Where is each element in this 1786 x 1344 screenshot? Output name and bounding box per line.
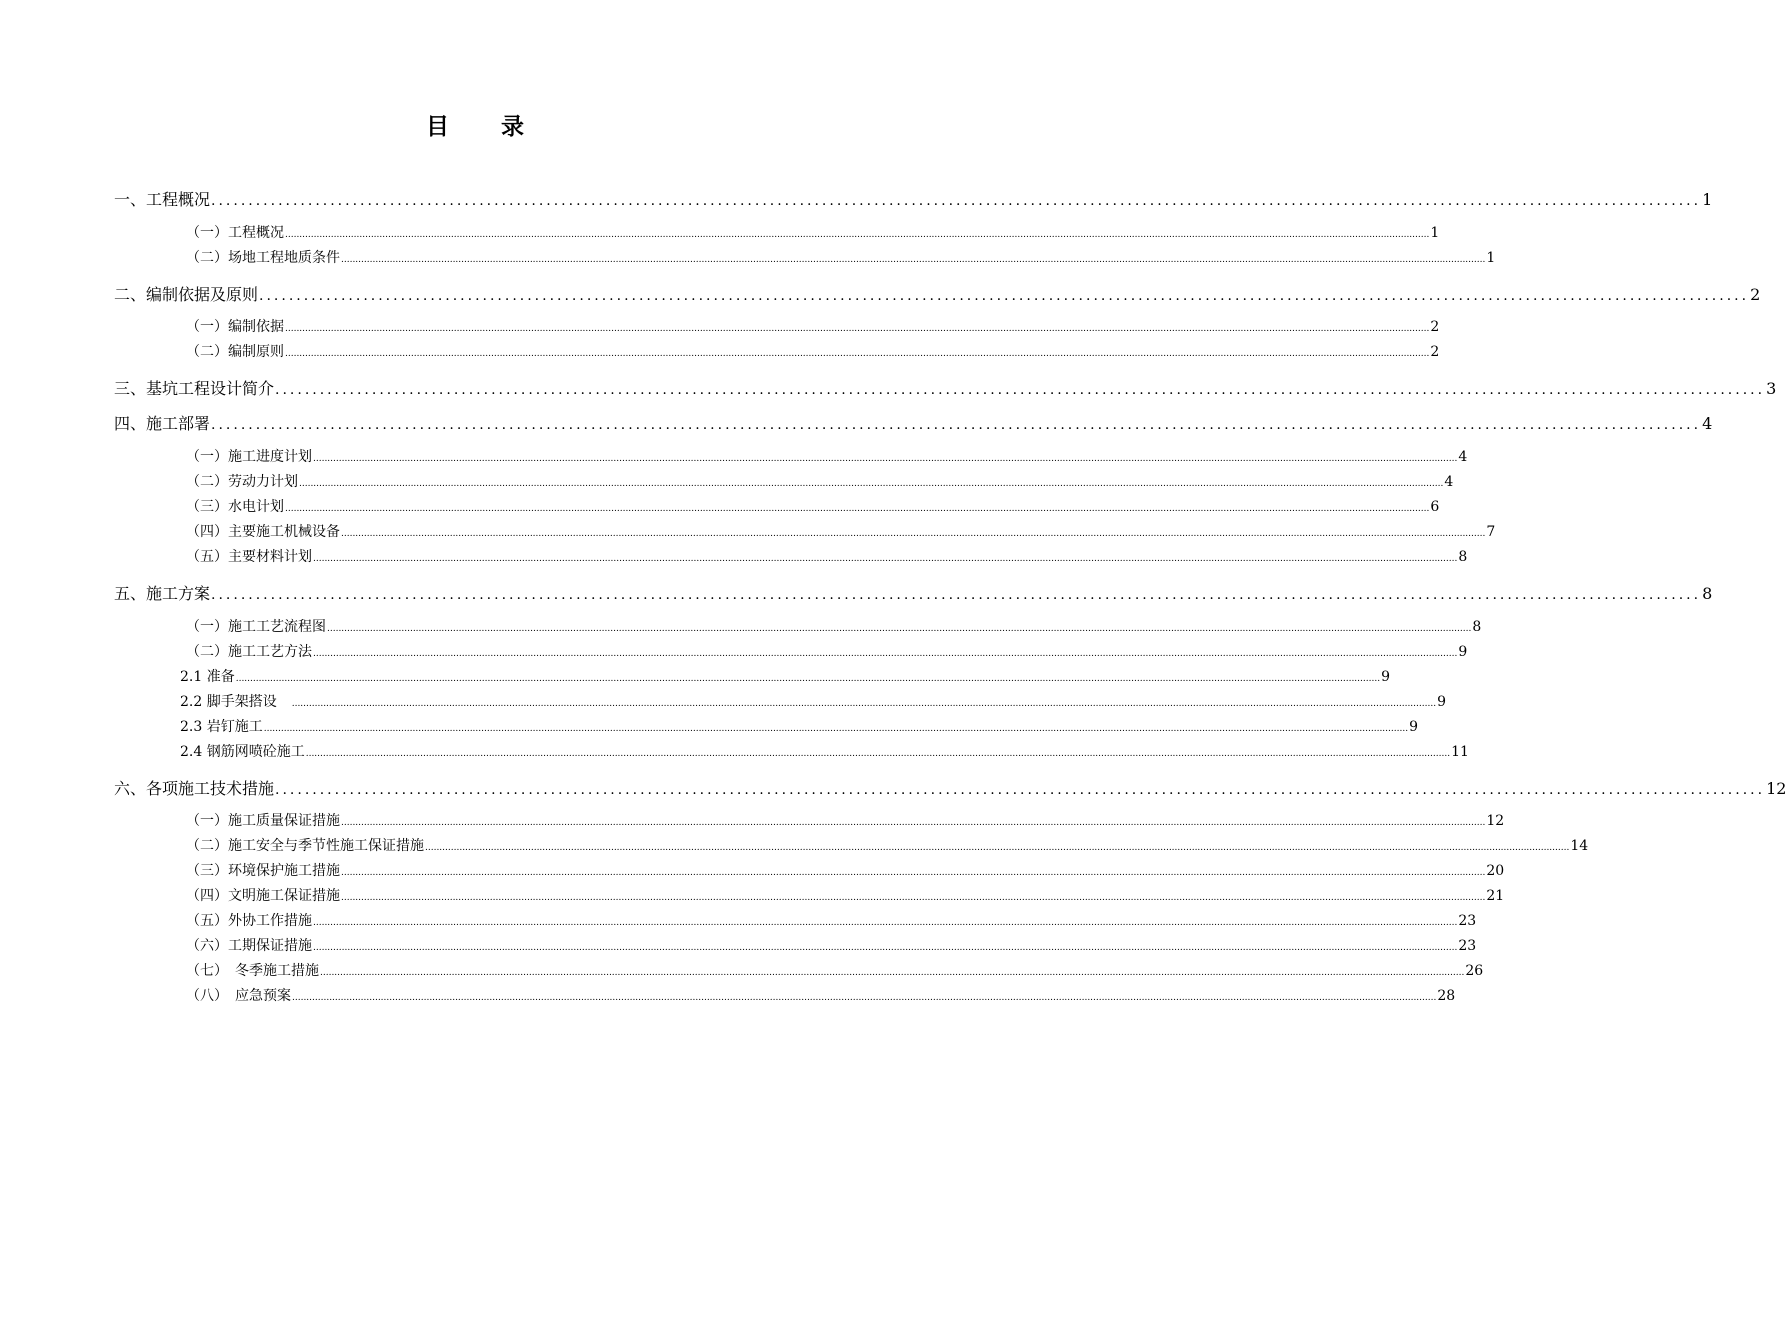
toc-page-number: 1 <box>1430 225 1440 241</box>
toc-entry-label: （二）劳动力计划 <box>186 474 298 490</box>
toc-entry-label: （一）工程概况 <box>186 225 284 241</box>
toc-dot-leader: ........................................................................................................................................................................................................ <box>211 587 1702 603</box>
toc-section-entry[interactable] <box>186 616 1482 635</box>
toc-chapter-entry[interactable] <box>114 776 1786 798</box>
toc-entry-label: （二）施工安全与季节性施工保证措施 <box>186 838 424 854</box>
toc-entry-label: （三）水电计划 <box>186 499 284 515</box>
toc-section-entry[interactable] <box>186 446 1468 465</box>
toc-entry-label: （二）施工工艺方法 <box>186 644 312 660</box>
toc-dot-leader: ................................................................................................................................................................................................................................................................................................................................................................................................................ <box>291 699 1437 709</box>
toc-page-number: 1 <box>1702 190 1713 209</box>
toc-entry-label: （七） 冬季施工措施 <box>186 963 319 979</box>
toc-entry-label: （五）主要材料计划 <box>186 549 312 565</box>
toc-page-number: 9 <box>1381 669 1390 685</box>
toc-page-number: 26 <box>1465 963 1484 979</box>
toc-page-number: 23 <box>1458 938 1477 954</box>
toc-section-entry[interactable] <box>180 691 1446 710</box>
toc-dot-leader: ................................................................................................................................................................................................................................................................................................................................................................................................................ <box>313 454 1458 464</box>
toc-page-number: 20 <box>1486 863 1505 879</box>
toc-dot-leader: ........................................................................................................................................................................................................ <box>211 417 1702 433</box>
toc-entry-label: 2.2 脚手架搭设 <box>180 694 291 710</box>
toc-section-entry[interactable] <box>186 810 1505 829</box>
toc-section-entry[interactable] <box>180 716 1418 735</box>
toc-section-entry[interactable] <box>186 910 1477 929</box>
toc-section-entry[interactable] <box>186 835 1589 854</box>
toc-page-number: 4 <box>1444 474 1454 490</box>
toc-dot-leader: ................................................................................................................................................................................................................................................................................................................................................................................................................ <box>299 479 1444 489</box>
toc-entry-label: （五）外协工作措施 <box>186 913 312 929</box>
title-char-1: 目 <box>426 113 449 140</box>
toc-section-entry[interactable] <box>186 935 1477 954</box>
toc-section-entry[interactable] <box>186 471 1454 490</box>
toc-dot-leader: ........................................................................................................................................................................................................ <box>211 193 1702 209</box>
toc-entry-label: 2.1 准备 <box>180 669 235 685</box>
toc-dot-leader: ................................................................................................................................................................................................................................................................................................................................................................................................................ <box>313 649 1458 659</box>
toc-chapter-entry[interactable] <box>114 411 1713 433</box>
toc-section-entry[interactable] <box>186 885 1505 904</box>
toc-section-entry[interactable] <box>186 521 1496 540</box>
toc-section-entry[interactable] <box>186 985 1456 1004</box>
toc-dot-leader: ................................................................................................................................................................................................................................................................................................................................................................................................................ <box>341 893 1486 903</box>
toc-page-number: 12 <box>1486 813 1505 829</box>
toc-page-number: 8 <box>1702 584 1713 603</box>
toc-section-entry[interactable] <box>186 496 1440 515</box>
toc-page-number: 7 <box>1486 524 1496 540</box>
toc-section-entry[interactable] <box>186 546 1468 565</box>
toc-dot-leader: ................................................................................................................................................................................................................................................................................................................................................................................................................ <box>341 255 1486 265</box>
toc-entry-label: 六、各项施工技术措施 <box>114 779 275 798</box>
toc-page-number: 4 <box>1458 449 1468 465</box>
toc-page-number: 12 <box>1766 779 1786 798</box>
toc-page-number: 28 <box>1437 988 1456 1004</box>
toc-entry-label: （二）场地工程地质条件 <box>186 250 340 266</box>
toc-page-number: 4 <box>1702 414 1713 433</box>
toc-entry-label: 三、基坑工程设计简介 <box>114 379 275 398</box>
toc-dot-leader: ................................................................................................................................................................................................................................................................................................................................................................................................................ <box>235 674 1381 684</box>
toc-section-entry[interactable] <box>180 741 1469 760</box>
toc-entry-label: （八） 应急预案 <box>186 988 291 1004</box>
toc-section-entry[interactable] <box>186 341 1440 360</box>
toc-entry-label: （一）施工工艺流程图 <box>186 619 326 635</box>
toc-entry-label: （四）主要施工机械设备 <box>186 524 340 540</box>
toc-section-entry[interactable] <box>186 247 1496 266</box>
toc-section-entry[interactable] <box>186 222 1440 241</box>
toc-page-number: 9 <box>1409 719 1418 735</box>
toc-page-number: 21 <box>1486 888 1505 904</box>
toc-page-number: 1 <box>1486 250 1496 266</box>
toc-chapter-entry[interactable] <box>114 187 1713 209</box>
toc-dot-leader: ................................................................................................................................................................................................................................................................................................................................................................................................................ <box>285 504 1430 514</box>
toc-page-number: 8 <box>1458 549 1468 565</box>
toc-dot-leader: ................................................................................................................................................................................................................................................................................................................................................................................................................ <box>305 749 1451 759</box>
toc-dot-leader: ................................................................................................................................................................................................................................................................................................................................................................................................................ <box>292 993 1437 1003</box>
toc-dot-leader: ................................................................................................................................................................................................................................................................................................................................................................................................................ <box>285 349 1430 359</box>
toc-chapter-entry[interactable] <box>114 581 1713 603</box>
toc-entry-label: 2.3 岩钉施工 <box>180 719 263 735</box>
toc-section-entry[interactable] <box>186 316 1440 335</box>
toc-dot-leader: ................................................................................................................................................................................................................................................................................................................................................................................................................ <box>327 624 1472 634</box>
toc-dot-leader: ........................................................................................................................................................................................................ <box>275 382 1766 398</box>
toc-dot-leader: ................................................................................................................................................................................................................................................................................................................................................................................................................ <box>313 943 1458 953</box>
page-title <box>0 112 950 142</box>
toc-entry-label: （四）文明施工保证措施 <box>186 888 340 904</box>
toc-dot-leader: ................................................................................................................................................................................................................................................................................................................................................................................................................ <box>341 818 1486 828</box>
toc-entry-label: 一、工程概况 <box>114 190 211 209</box>
toc-entry-label: （六）工期保证措施 <box>186 938 312 954</box>
toc-dot-leader: ................................................................................................................................................................................................................................................................................................................................................................................................................ <box>313 554 1458 564</box>
toc-entry-label: 2.4 钢筋网喷砼施工 <box>180 744 305 760</box>
toc-entry-label: （一）编制依据 <box>186 319 284 335</box>
toc-dot-leader: ................................................................................................................................................................................................................................................................................................................................................................................................................ <box>341 529 1486 539</box>
toc-dot-leader: ................................................................................................................................................................................................................................................................................................................................................................................................................ <box>285 230 1430 240</box>
toc-dot-leader: ................................................................................................................................................................................................................................................................................................................................................................................................................ <box>341 868 1486 878</box>
toc-page-number: 9 <box>1458 644 1468 660</box>
toc-page-number: 14 <box>1570 838 1589 854</box>
toc-page-number: 3 <box>1766 379 1777 398</box>
toc-dot-leader: ................................................................................................................................................................................................................................................................................................................................................................................................................ <box>263 724 1409 734</box>
toc-entry-label: （一）施工质量保证措施 <box>186 813 340 829</box>
toc-dot-leader: ........................................................................................................................................................................................................ <box>275 782 1766 798</box>
toc-page-number: 8 <box>1472 619 1482 635</box>
toc-page-number: 9 <box>1437 694 1446 710</box>
toc-page-number: 2 <box>1430 344 1440 360</box>
toc-chapter-entry[interactable] <box>114 282 1761 304</box>
toc-dot-leader: ................................................................................................................................................................................................................................................................................................................................................................................................................ <box>285 324 1430 334</box>
title-char-2: 录 <box>501 113 524 140</box>
toc-entry-label: （一）施工进度计划 <box>186 449 312 465</box>
toc-chapter-entry[interactable] <box>114 376 1777 398</box>
toc-page-number: 11 <box>1451 744 1469 760</box>
toc-entry-label: （三）环境保护施工措施 <box>186 863 340 879</box>
toc-entry-label: 四、施工部署 <box>114 414 211 433</box>
toc-page-number: 2 <box>1750 285 1761 304</box>
toc-page-number: 6 <box>1430 499 1440 515</box>
toc-dot-leader: ................................................................................................................................................................................................................................................................................................................................................................................................................ <box>320 968 1465 978</box>
toc-dot-leader: ................................................................................................................................................................................................................................................................................................................................................................................................................ <box>425 843 1570 853</box>
toc-section-entry[interactable] <box>180 666 1390 685</box>
toc-entry-label: 二、编制依据及原则 <box>114 285 259 304</box>
toc-section-entry[interactable] <box>186 960 1484 979</box>
toc-section-entry[interactable] <box>186 641 1468 660</box>
toc-entry-label: （二）编制原则 <box>186 344 284 360</box>
toc-section-entry[interactable] <box>186 860 1505 879</box>
toc-page-number: 2 <box>1430 319 1440 335</box>
toc-dot-leader: ........................................................................................................................................................................................................ <box>259 288 1750 304</box>
toc-entry-label: 五、施工方案 <box>114 584 211 603</box>
toc-page-number: 23 <box>1458 913 1477 929</box>
toc-dot-leader: ................................................................................................................................................................................................................................................................................................................................................................................................................ <box>313 918 1458 928</box>
